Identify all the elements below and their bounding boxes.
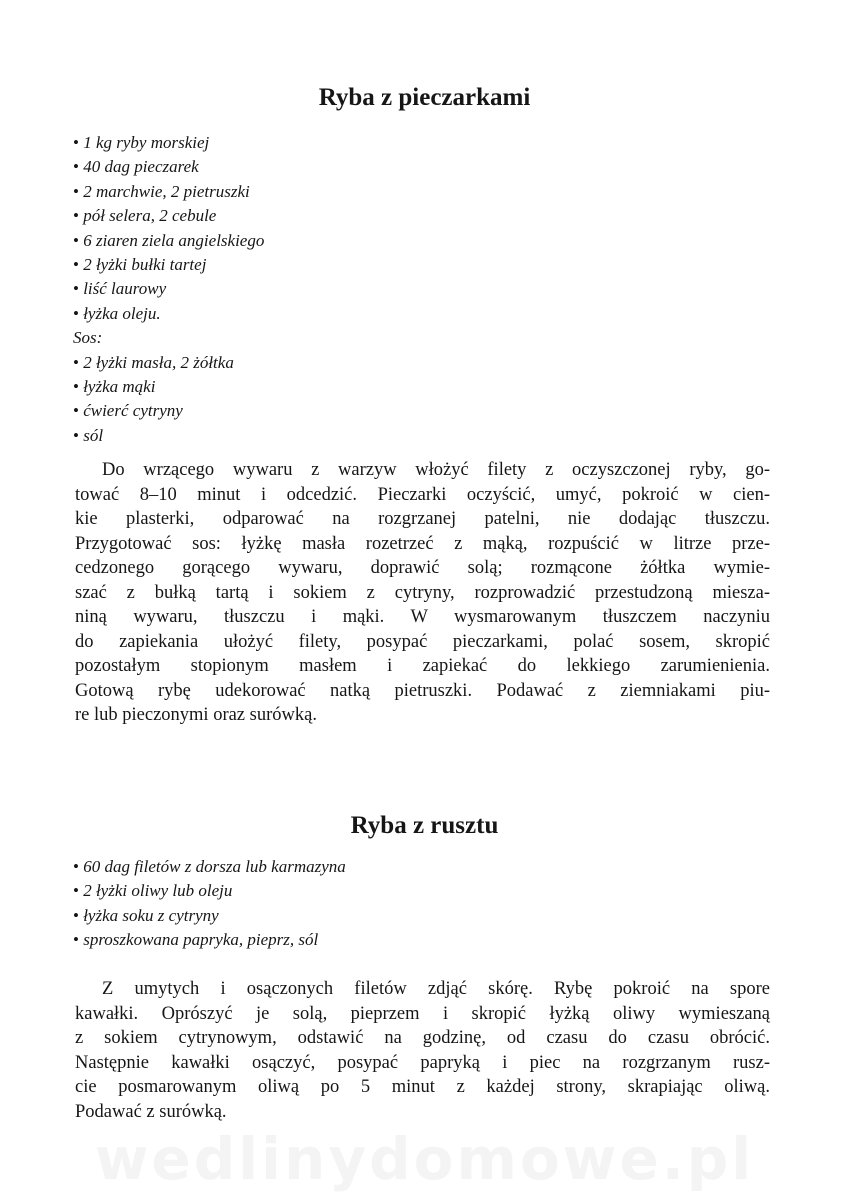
ingredient: • 2 łyżki bułki tartej xyxy=(73,253,264,277)
text-line: pozostałym stopionym masłem i zapiekać do lekkiego zarumienienia. xyxy=(75,656,770,676)
text-line: kawałki. Oprószyć je solą, pieprzem i skropić łyżką oliwy wymieszaną xyxy=(75,1003,770,1024)
text-line: niną wywaru, tłuszczu i mąki. W wysmarowanym tłuszczem naczyniu xyxy=(75,607,770,627)
ingredient: • łyżka soku z cytryny xyxy=(73,904,346,928)
text-line: do zapiekania ułożyć filety, posypać pieczarkami, polać sosem, skropić xyxy=(75,631,770,652)
watermark: wedlinydomowe.pl xyxy=(94,1125,755,1193)
ingredient: • 40 dag pieczarek xyxy=(73,155,264,179)
text-line: z sokiem cytrynowym, odstawić na godzinę, od czasu do czasu obrócić. xyxy=(75,1028,770,1048)
instructions xyxy=(75,977,770,1124)
text-line: Gotową rybę udekorować natką pietruszki. Podawać z ziemniakami piu- xyxy=(75,680,770,701)
ingredient: • łyżka oleju. xyxy=(73,302,264,326)
text-line: cie posmarowanym oliwą po 5 minut z każdej strony, skrapiając oliwą. xyxy=(75,1077,770,1097)
recipe-title: Ryba z rusztu xyxy=(350,812,499,839)
ingredient-list xyxy=(73,855,346,953)
ingredient: • 2 łyżki masła, 2 żółtka xyxy=(73,351,264,375)
sauce-label: Sos: xyxy=(73,328,103,348)
ingredient: • sproszkowana papryka, pieprz, sól xyxy=(73,928,346,952)
instructions xyxy=(75,458,770,728)
text-line: Przygotować sos: łyżkę masła rozetrzeć z mąką, rozpuścić w litrze prze- xyxy=(75,533,770,554)
ingredient: • ćwierć cytryny xyxy=(73,399,264,423)
ingredient: • 2 łyżki oliwy lub oleju xyxy=(73,879,346,903)
text-line: re lub pieczonymi oraz surówką. xyxy=(75,705,317,725)
ingredient: • łyżka mąki xyxy=(73,375,264,399)
recipe-title: Ryba z pieczarkami xyxy=(318,84,531,111)
text-line: Do wrzącego wywaru z warzyw włożyć filety z oczyszczonej ryby, go- xyxy=(102,460,770,480)
text-line: szać z bułką tartą i sokiem z cytryny, rozprowadzić przestudzoną miesza- xyxy=(75,582,770,603)
ingredient: • liść laurowy xyxy=(73,277,264,301)
ingredient-list xyxy=(73,131,264,448)
text-line: kie plasterki, odparować na rozgrzanej patelni, nie dodając tłuszczu. xyxy=(75,509,770,529)
text-line: Następnie kawałki osączyć, posypać papryką i piec na rozgrzanym rusz- xyxy=(75,1052,770,1073)
text-line: cedzonego gorącego wywaru, doprawić solą; rozmącone żółtka wymie- xyxy=(75,558,770,578)
ingredient: • 60 dag filetów z dorsza lub karmazyna xyxy=(73,855,346,879)
ingredient: • 1 kg ryby morskiej xyxy=(73,131,264,155)
ingredient: • 2 marchwie, 2 pietruszki xyxy=(73,180,264,204)
ingredient: • pół selera, 2 cebule xyxy=(73,204,264,228)
text-line: tować 8–10 minut i odcedzić. Pieczarki oczyścić, umyć, pokroić w cien- xyxy=(75,484,770,505)
ingredient: • 6 ziaren ziela angielskiego xyxy=(73,229,264,253)
text-line: Z umytych i osączonych filetów zdjąć skórę. Rybę pokroić na spore xyxy=(102,979,770,999)
text-line: Podawać z surówką. xyxy=(75,1101,227,1122)
ingredient: • sól xyxy=(73,424,264,448)
